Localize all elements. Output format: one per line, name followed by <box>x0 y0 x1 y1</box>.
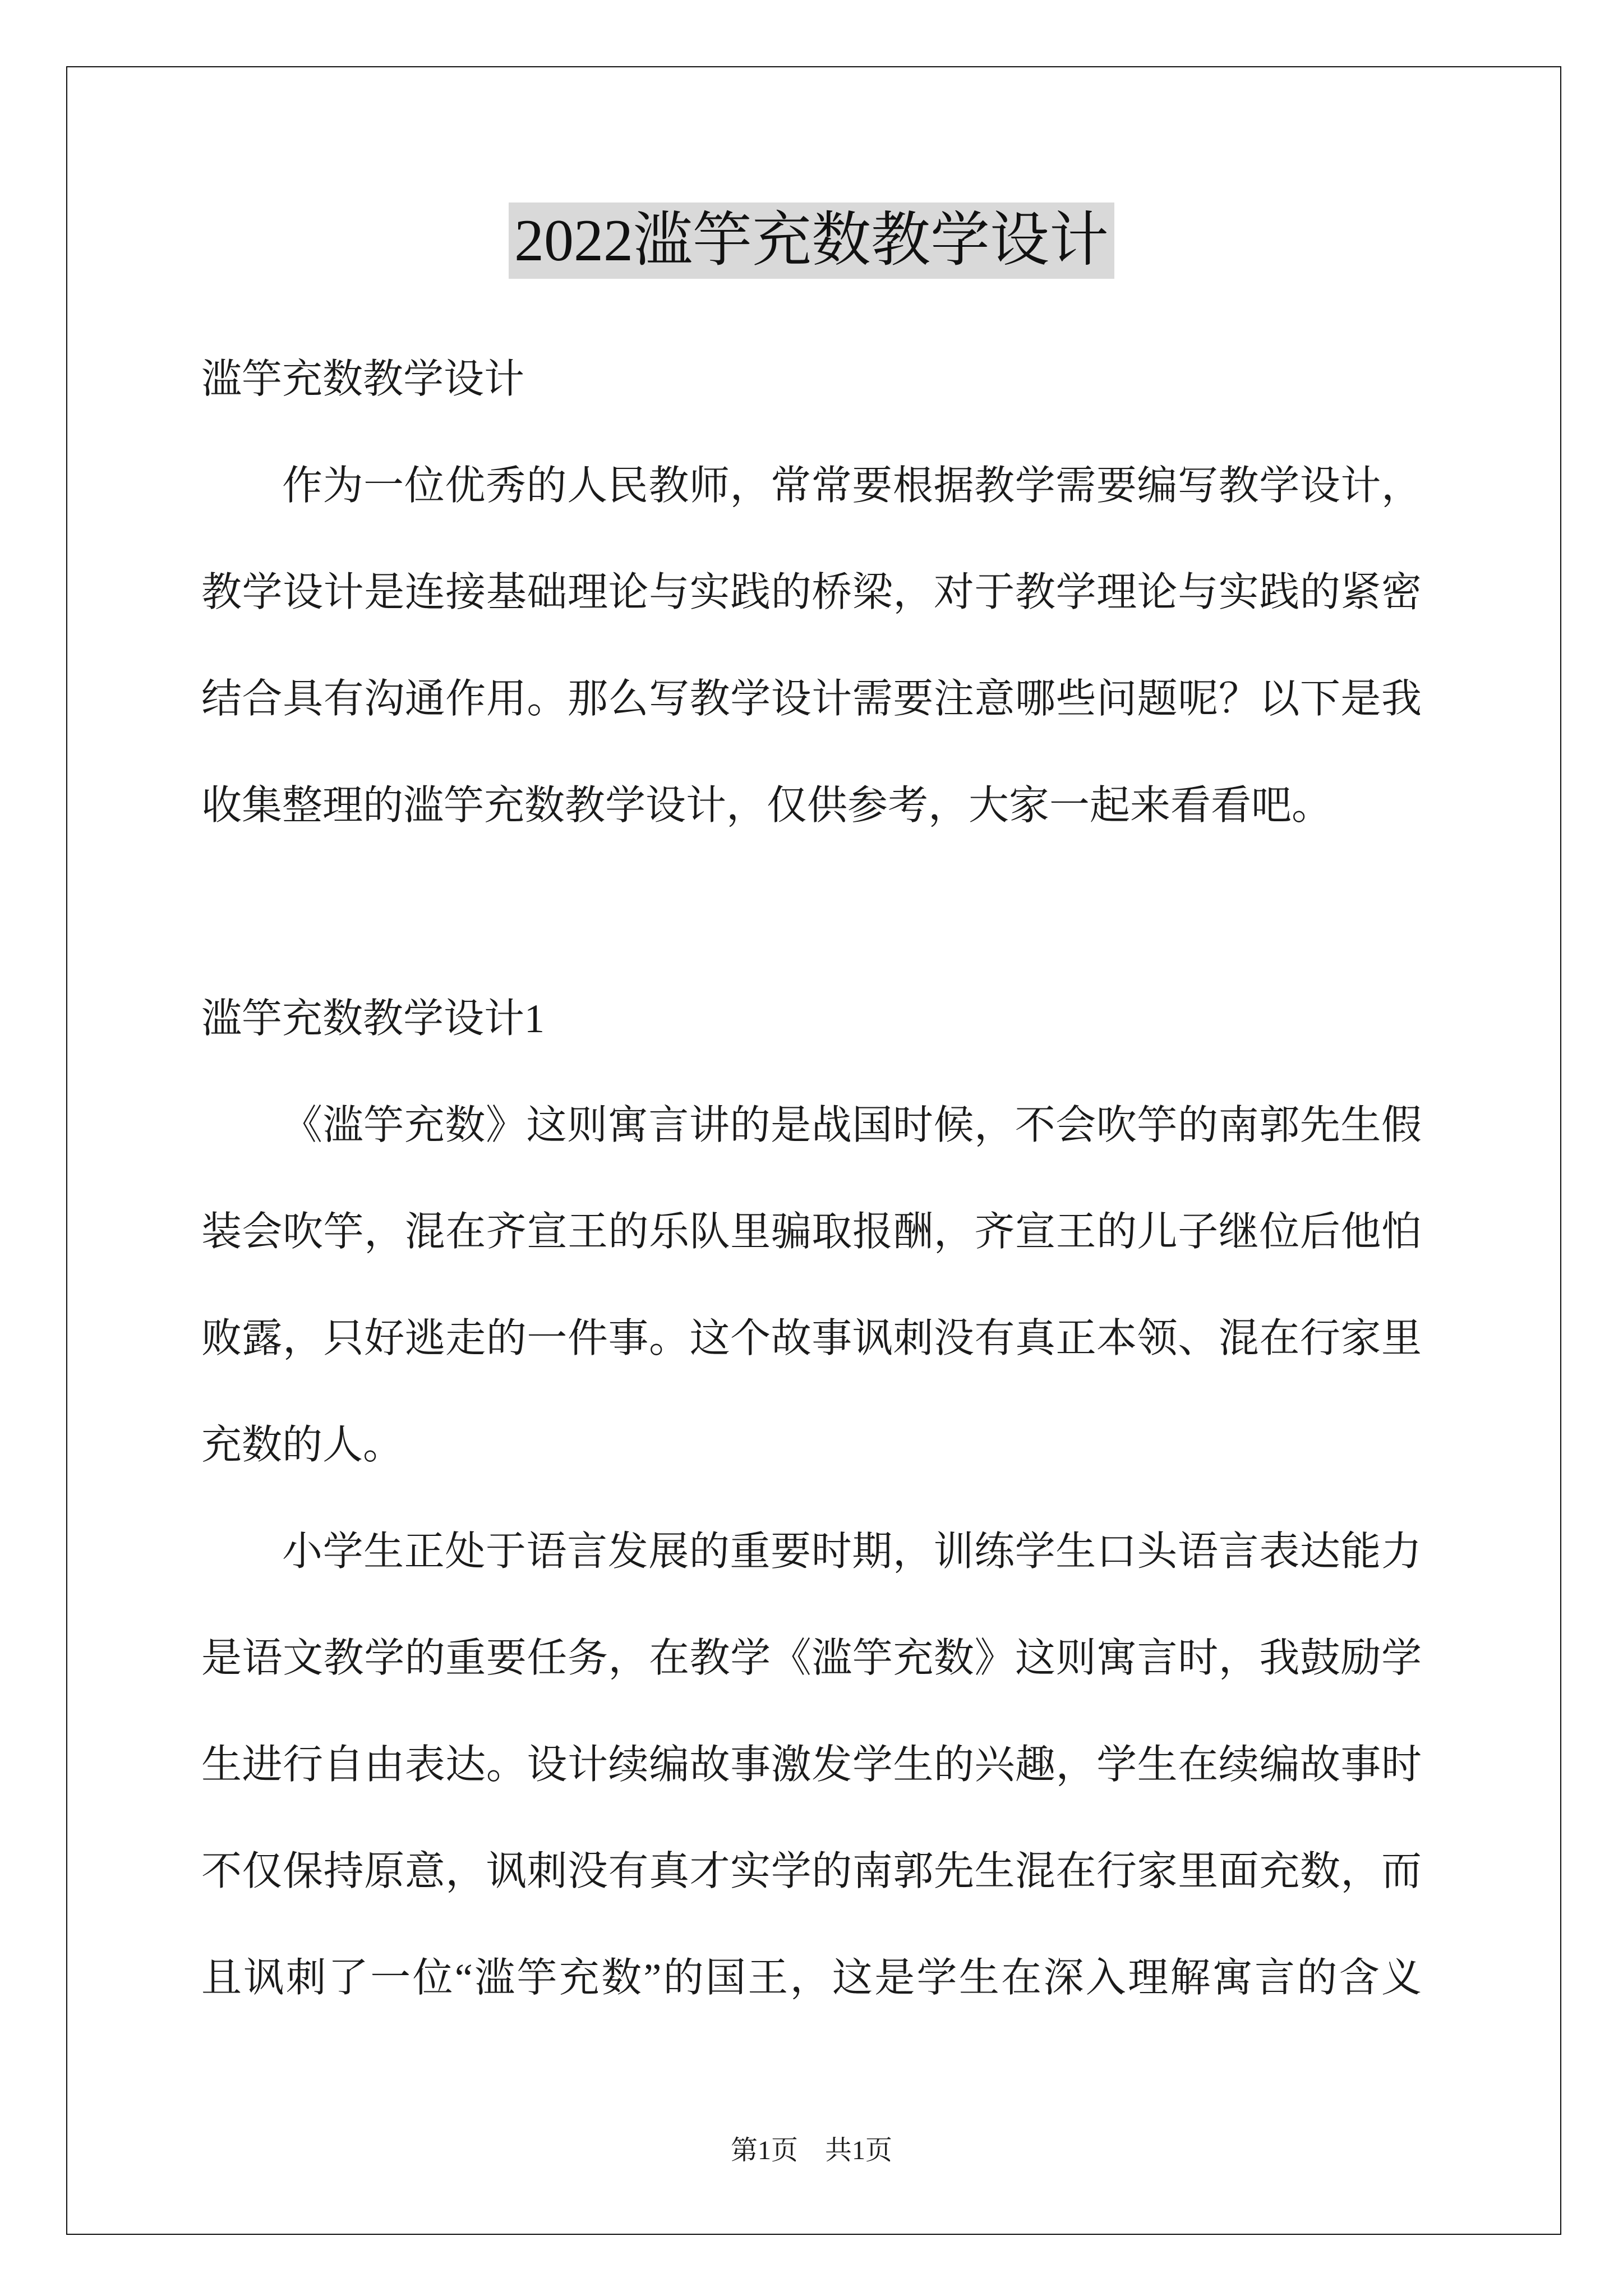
paragraph-line: 结合具有沟通作用。那么写教学设计需要注意哪些问题呢？以下是我 <box>201 677 1422 721</box>
intro-paragraph <box>201 432 1422 859</box>
page-number: 第1页 <box>730 2136 798 2165</box>
paragraph-line: 收集整理的滥竽充数教学设计，仅供参考，大家一起来看看吧。 <box>201 783 1332 828</box>
section-heading: 滥竽充数教学设计1 <box>201 996 545 1041</box>
section-paragraph <box>201 1498 1422 2031</box>
title-container <box>0 203 1623 279</box>
paragraph-line: 《滥竽充数》这则寓言讲的是战国时候，不会吹竽的南郭先生假 <box>282 1103 1422 1148</box>
paragraph-line: 装会吹竽，混在齐宣王的乐队里骗取报酬，齐宣王的儿子继位后他怕 <box>201 1209 1422 1254</box>
paragraph-line: 教学设计是连接基础理论与实践的桥梁，对于教学理论与实践的紧密 <box>201 570 1422 615</box>
paragraph-line: 小学生正处于语言发展的重要时期，训练学生口头语言表达能力 <box>282 1529 1422 1574</box>
page-total: 共1页 <box>825 2136 893 2165</box>
document-body <box>201 326 1422 2031</box>
paragraph-line: 充数的人。 <box>201 1423 404 1467</box>
paragraph-line: 不仅保持原意，讽刺没有真才实学的南郭先生混在行家里面充数，而 <box>201 1849 1422 1894</box>
paragraph-line: 是语文教学的重要任务，在教学《滥竽充数》这则寓言时，我鼓励学 <box>201 1636 1422 1681</box>
page-footer <box>0 2134 1623 2168</box>
document-title: 2022滥竽充数教学设计 <box>509 203 1114 279</box>
paragraph-line: 且讽刺了一位“滥竽充数”的国王，这是学生在深入理解寓言的含义 <box>201 1955 1422 2000</box>
section-paragraph <box>201 1072 1422 1498</box>
blank-line <box>201 859 1422 965</box>
paragraph-line: 败露，只好逃走的一件事。这个故事讽刺没有真正本领、混在行家里 <box>201 1316 1422 1361</box>
paragraph-line: 作为一位优秀的人民教师，常常要根据教学需要编写教学设计， <box>282 463 1422 508</box>
intro-heading: 滥竽充数教学设计 <box>201 357 525 402</box>
paragraph-line: 生进行自由表达。设计续编故事激发学生的兴趣，学生在续编故事时 <box>201 1742 1422 1787</box>
